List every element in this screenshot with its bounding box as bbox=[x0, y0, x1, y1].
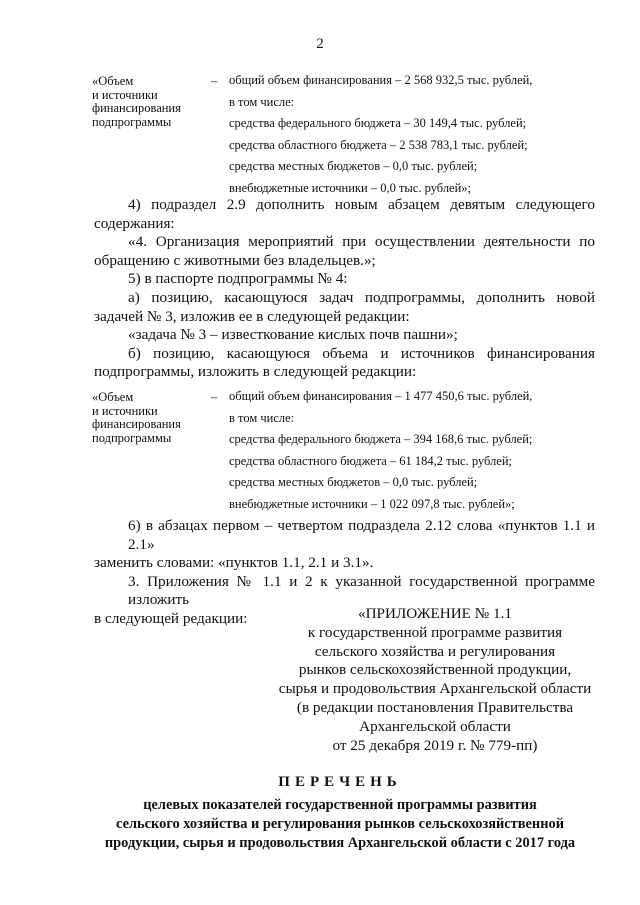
text-line: 4) подраздел 2.9 дополнить новым абзацем девятым следующего bbox=[128, 196, 595, 213]
appendix-line: рынков сельскохозяйственной продукции, bbox=[298, 661, 572, 679]
table-label-line: «Объем bbox=[92, 74, 134, 88]
table-label-line: и источники bbox=[92, 87, 158, 102]
table-value-line: в том числе: bbox=[229, 410, 295, 425]
text-line: а) позицию, касающуюся задач подпрограммы, дополнить новой bbox=[128, 288, 595, 306]
financing-table-2-label bbox=[92, 391, 181, 445]
financing-table-2-values bbox=[229, 386, 532, 515]
appendix-line: «ПРИЛОЖЕНИЕ № 1.1 bbox=[357, 605, 513, 622]
text-line: подпрограммы, изложить в следующей редакции: bbox=[94, 363, 417, 381]
text-line: «задача № 3 – известкование кислых почв пашни»; bbox=[128, 326, 458, 344]
text-line: б) позицию, касающуюся объема и источников финансирования bbox=[128, 344, 595, 362]
table-label-line: «Объем bbox=[92, 390, 134, 404]
text-line: в следующей редакции: bbox=[94, 609, 248, 627]
table-value-line: средства федерального бюджета – 394 168,6 тыс. рублей; bbox=[229, 432, 533, 446]
text-line: заменить словами: «пунктов 1.1, 2.1 и 3.1». bbox=[94, 554, 374, 572]
financing-table-1-label bbox=[92, 75, 181, 129]
table-label-line: финансирования bbox=[92, 101, 181, 115]
table-dash: – bbox=[211, 390, 218, 404]
text-line: 6) в абзацах первом – четвертом подраздела 2.12 слова «пунктов 1.1 и 2.1» bbox=[128, 517, 595, 553]
table-value-line: внебюджетные источники – 0,0 тыс. рублей»; bbox=[229, 180, 472, 195]
table-value-line: в том числе: bbox=[229, 94, 295, 109]
appendix-line: к государственной программе развития bbox=[307, 623, 563, 641]
table-label-line: и источники bbox=[92, 403, 158, 418]
subtitle-line: сельского хозяйства и регулирования рынков сельскохозяйственной bbox=[116, 816, 564, 832]
text-line: обращению с животными без владельцев.»; bbox=[94, 251, 376, 269]
appendix-line: сырья и продовольствия Архангельской области bbox=[278, 680, 592, 698]
table-value-line: общий объем финансирования – 2 568 932,5 тыс. рублей, bbox=[229, 73, 533, 87]
table-value-line: средства местных бюджетов – 0,0 тыс. рублей; bbox=[229, 159, 478, 173]
appendix-line: (в редакции постановления Правительства bbox=[296, 698, 574, 716]
page-number: 2 bbox=[316, 36, 324, 52]
list-title: ПЕРЕЧЕНЬ bbox=[278, 774, 402, 790]
table-dash: – bbox=[211, 74, 218, 88]
table-value-line: внебюджетные источники – 1 022 097,8 тыс. рублей»; bbox=[229, 496, 515, 511]
financing-table-1-values bbox=[229, 70, 532, 199]
body-text-block-1 bbox=[94, 196, 595, 382]
table-value-line: средства областного бюджета – 61 184,2 тыс. рублей; bbox=[229, 453, 512, 468]
table-label-line: подпрограммы bbox=[92, 114, 172, 129]
list-subtitle bbox=[60, 796, 620, 853]
table-value-line: средства федерального бюджета – 30 149,4 тыс. рублей; bbox=[229, 116, 527, 130]
text-line: 5) в паспорте подпрограммы № 4: bbox=[128, 270, 348, 288]
table-value-line: средства местных бюджетов – 0,0 тыс. рублей; bbox=[229, 475, 478, 489]
appendix-line: от 25 декабря 2019 г. № 779-пп) bbox=[332, 736, 538, 754]
text-line: задачей № 3, изложив ее в следующей редакции: bbox=[94, 307, 410, 325]
subtitle-line: целевых показателей государственной программы развития bbox=[143, 797, 537, 813]
table-value-line: средства областного бюджета – 2 538 783,1 тыс. рублей; bbox=[229, 137, 528, 152]
text-line: содержания: bbox=[94, 214, 175, 232]
appendix-line: Архангельской области bbox=[359, 717, 511, 735]
appendix-line: сельского хозяйства и регулирования bbox=[314, 642, 556, 660]
appendix-header bbox=[270, 605, 600, 755]
table-label-line: подпрограммы bbox=[92, 430, 172, 445]
text-line: 3. Приложения № 1.1 и 2 к указанной государственной программе изложить bbox=[128, 572, 595, 609]
subtitle-line: продукции, сырья и продовольствия Архангельской области с 2017 года bbox=[104, 835, 576, 851]
table-value-line: общий объем финансирования – 1 477 450,6 тыс. рублей, bbox=[229, 389, 533, 403]
table-label-line: финансирования bbox=[92, 417, 181, 431]
text-line: «4. Организация мероприятий при осуществлении деятельности по bbox=[128, 233, 595, 251]
